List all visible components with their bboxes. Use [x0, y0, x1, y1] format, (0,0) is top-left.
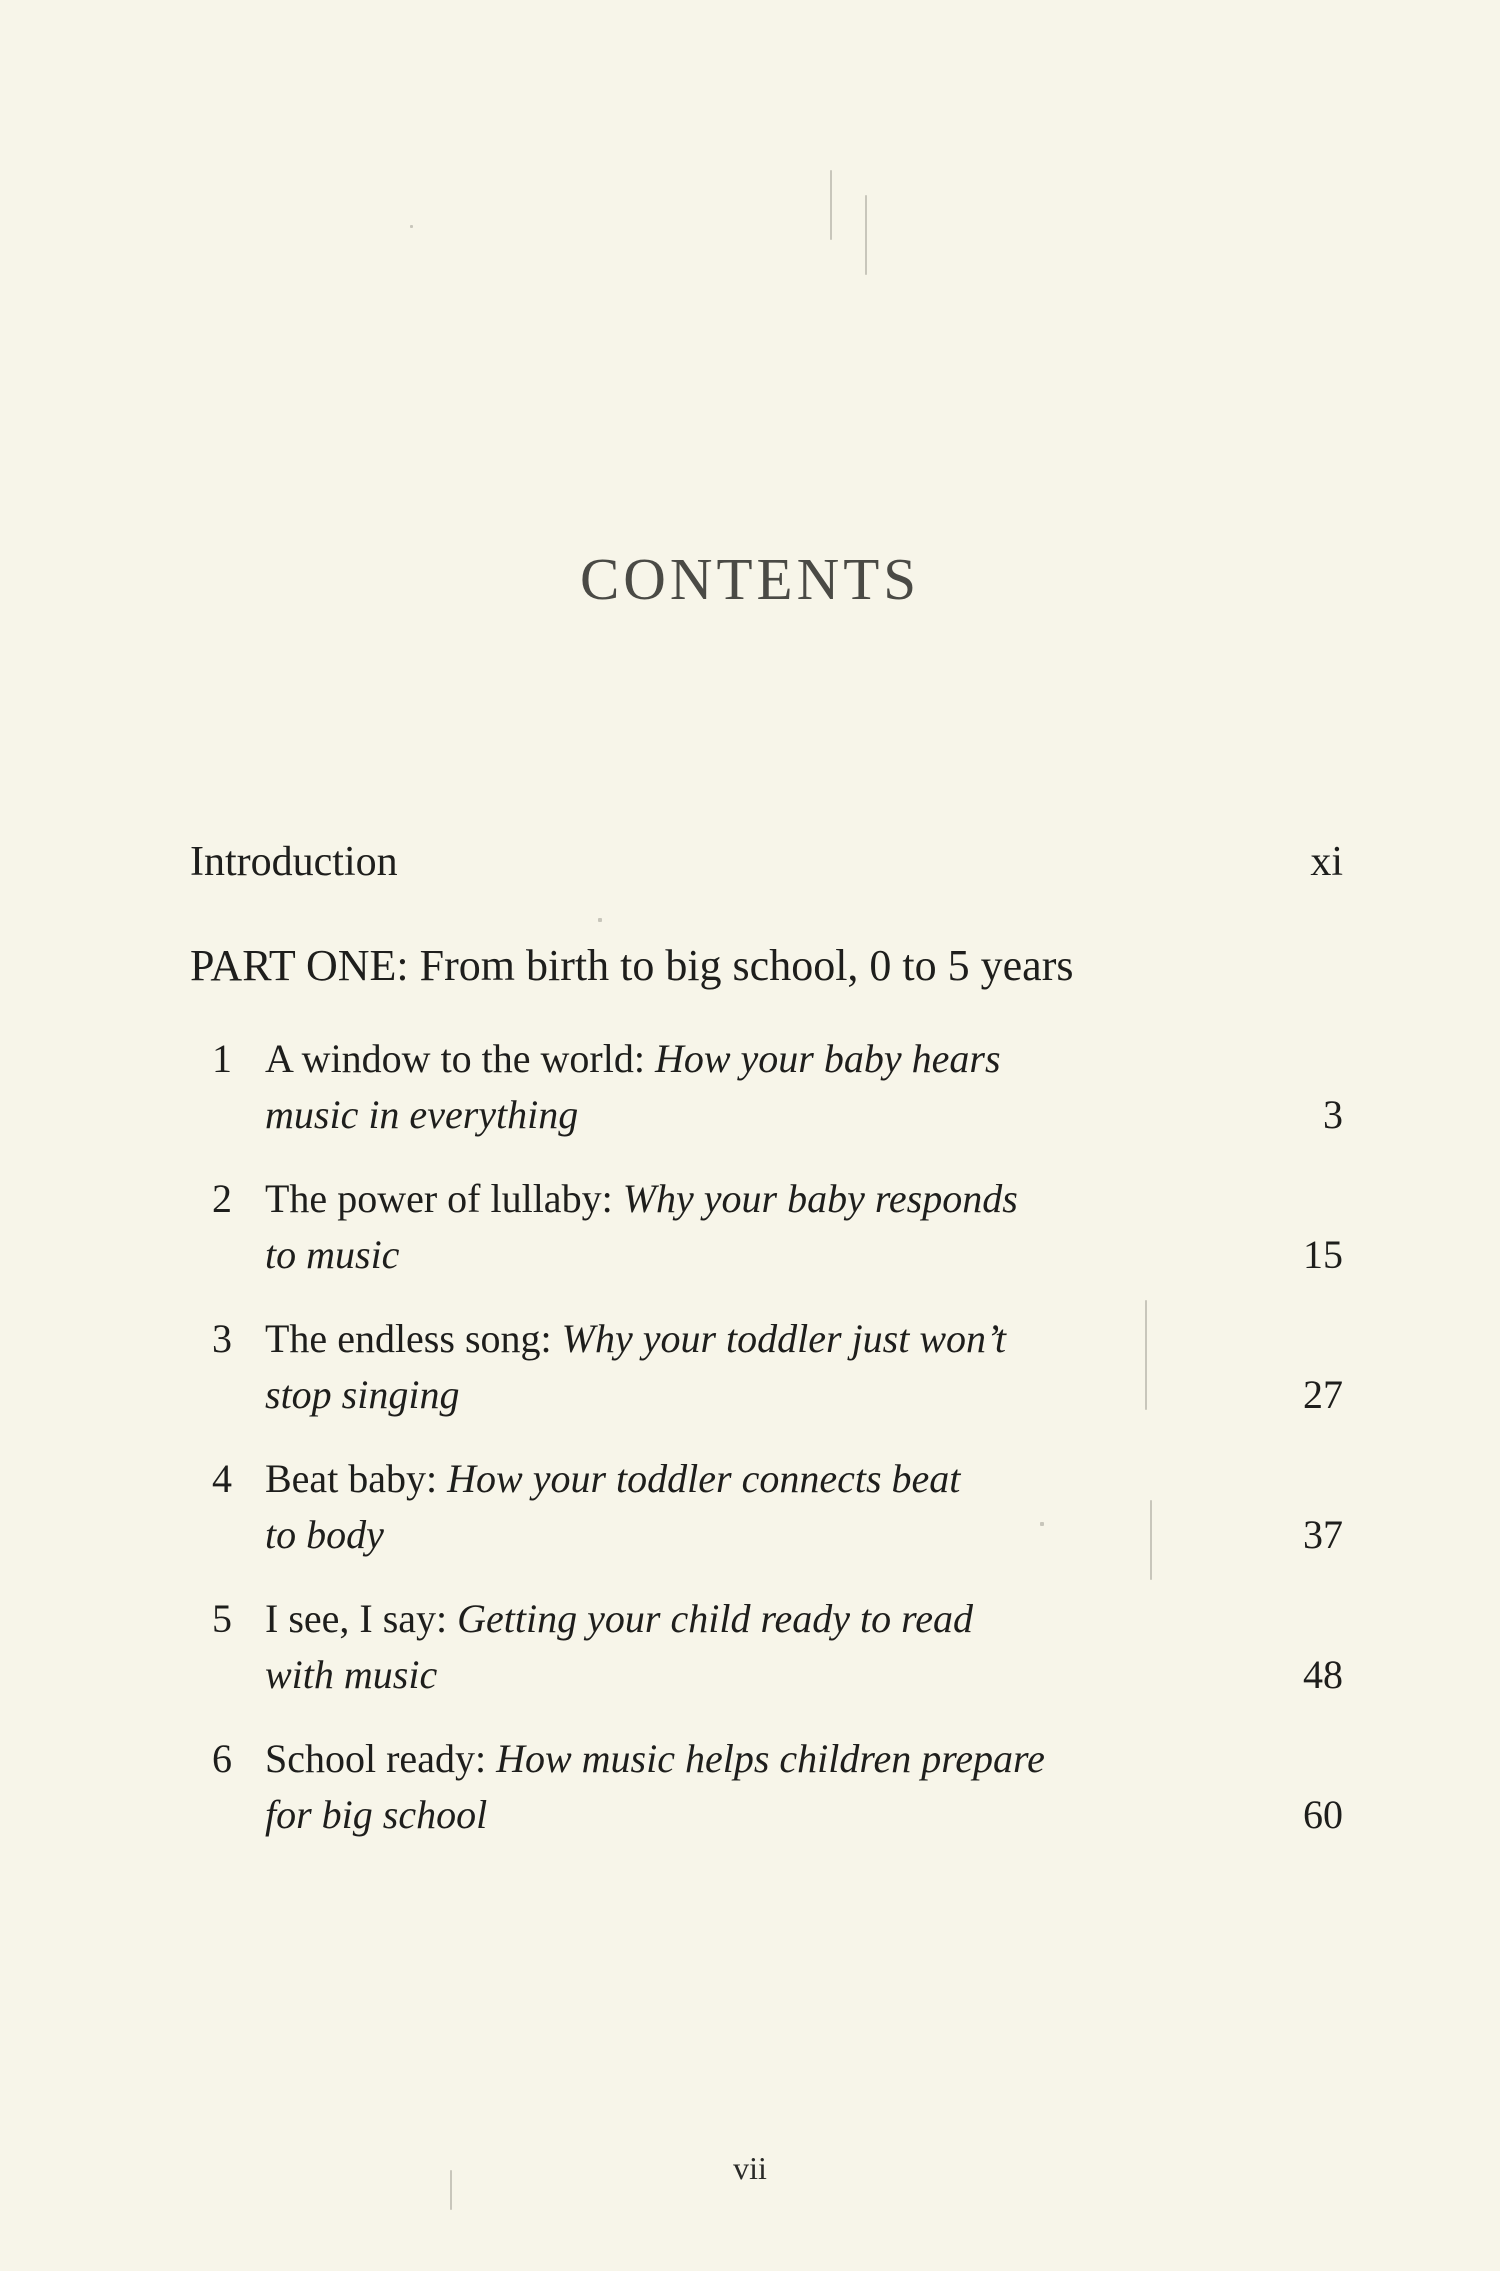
- chapter-title-line1: [265, 1315, 1006, 1362]
- chapter-subtitle-line2: stop singing: [265, 1372, 460, 1417]
- part-heading: PART ONE: From birth to big school, 0 to 5 years: [190, 941, 1074, 990]
- chapter-page-number: 60: [1303, 1792, 1343, 1837]
- chapter-title-line1: [265, 1595, 973, 1642]
- chapter-title-line1: [265, 1175, 1018, 1222]
- chapter-page-number: 37: [1303, 1512, 1343, 1557]
- chapter-subtitle-line2: for big school: [265, 1792, 488, 1837]
- chapter-number: 6: [212, 1736, 232, 1781]
- chapter-title-line1: [265, 1035, 1001, 1082]
- chapter-title-line1: [265, 1455, 960, 1502]
- introduction-label: Introduction: [190, 839, 398, 885]
- chapter-subtitle-line1: Getting your child ready to read: [457, 1596, 973, 1641]
- chapter-subtitle-line1: Why your toddler just won’t: [561, 1316, 1007, 1361]
- chapter-number: 5: [212, 1596, 232, 1641]
- chapter-subtitle-line1: Why your baby responds: [622, 1176, 1018, 1221]
- chapter-title: A window to the world:: [265, 1036, 645, 1081]
- chapter-number: 1: [212, 1036, 232, 1081]
- chapter-page-number: 15: [1303, 1232, 1343, 1277]
- chapter-title: I see, I say:: [265, 1596, 448, 1641]
- chapter-number: 2: [212, 1176, 232, 1221]
- chapter-title-line1: [265, 1735, 1045, 1782]
- chapter-subtitle-line2: music in everything: [265, 1092, 579, 1137]
- chapter-subtitle-line2: with music: [265, 1652, 438, 1697]
- chapter-subtitle-line2: to music: [265, 1232, 400, 1277]
- chapter-number: 3: [212, 1316, 232, 1361]
- chapter-title: School ready:: [265, 1736, 487, 1781]
- chapter-number: 4: [212, 1456, 232, 1501]
- chapter-subtitle-line1: How your baby hears: [654, 1036, 1001, 1081]
- chapter-title: The power of lullaby:: [265, 1176, 613, 1221]
- introduction-page-number: xi: [1310, 839, 1343, 885]
- chapter-page-number: 27: [1303, 1372, 1343, 1417]
- page-title: CONTENTS: [579, 545, 921, 612]
- chapter-subtitle-line1: How music helps children prepare: [496, 1736, 1045, 1781]
- page-folio: vii: [733, 2150, 767, 2186]
- chapter-title: Beat baby:: [265, 1456, 438, 1501]
- chapter-page-number: 3: [1323, 1092, 1343, 1137]
- chapter-title: The endless song:: [265, 1316, 552, 1361]
- chapter-subtitle-line2: to body: [265, 1512, 384, 1557]
- chapter-page-number: 48: [1303, 1652, 1343, 1697]
- chapter-subtitle-line1: How your toddler connects beat: [447, 1456, 961, 1501]
